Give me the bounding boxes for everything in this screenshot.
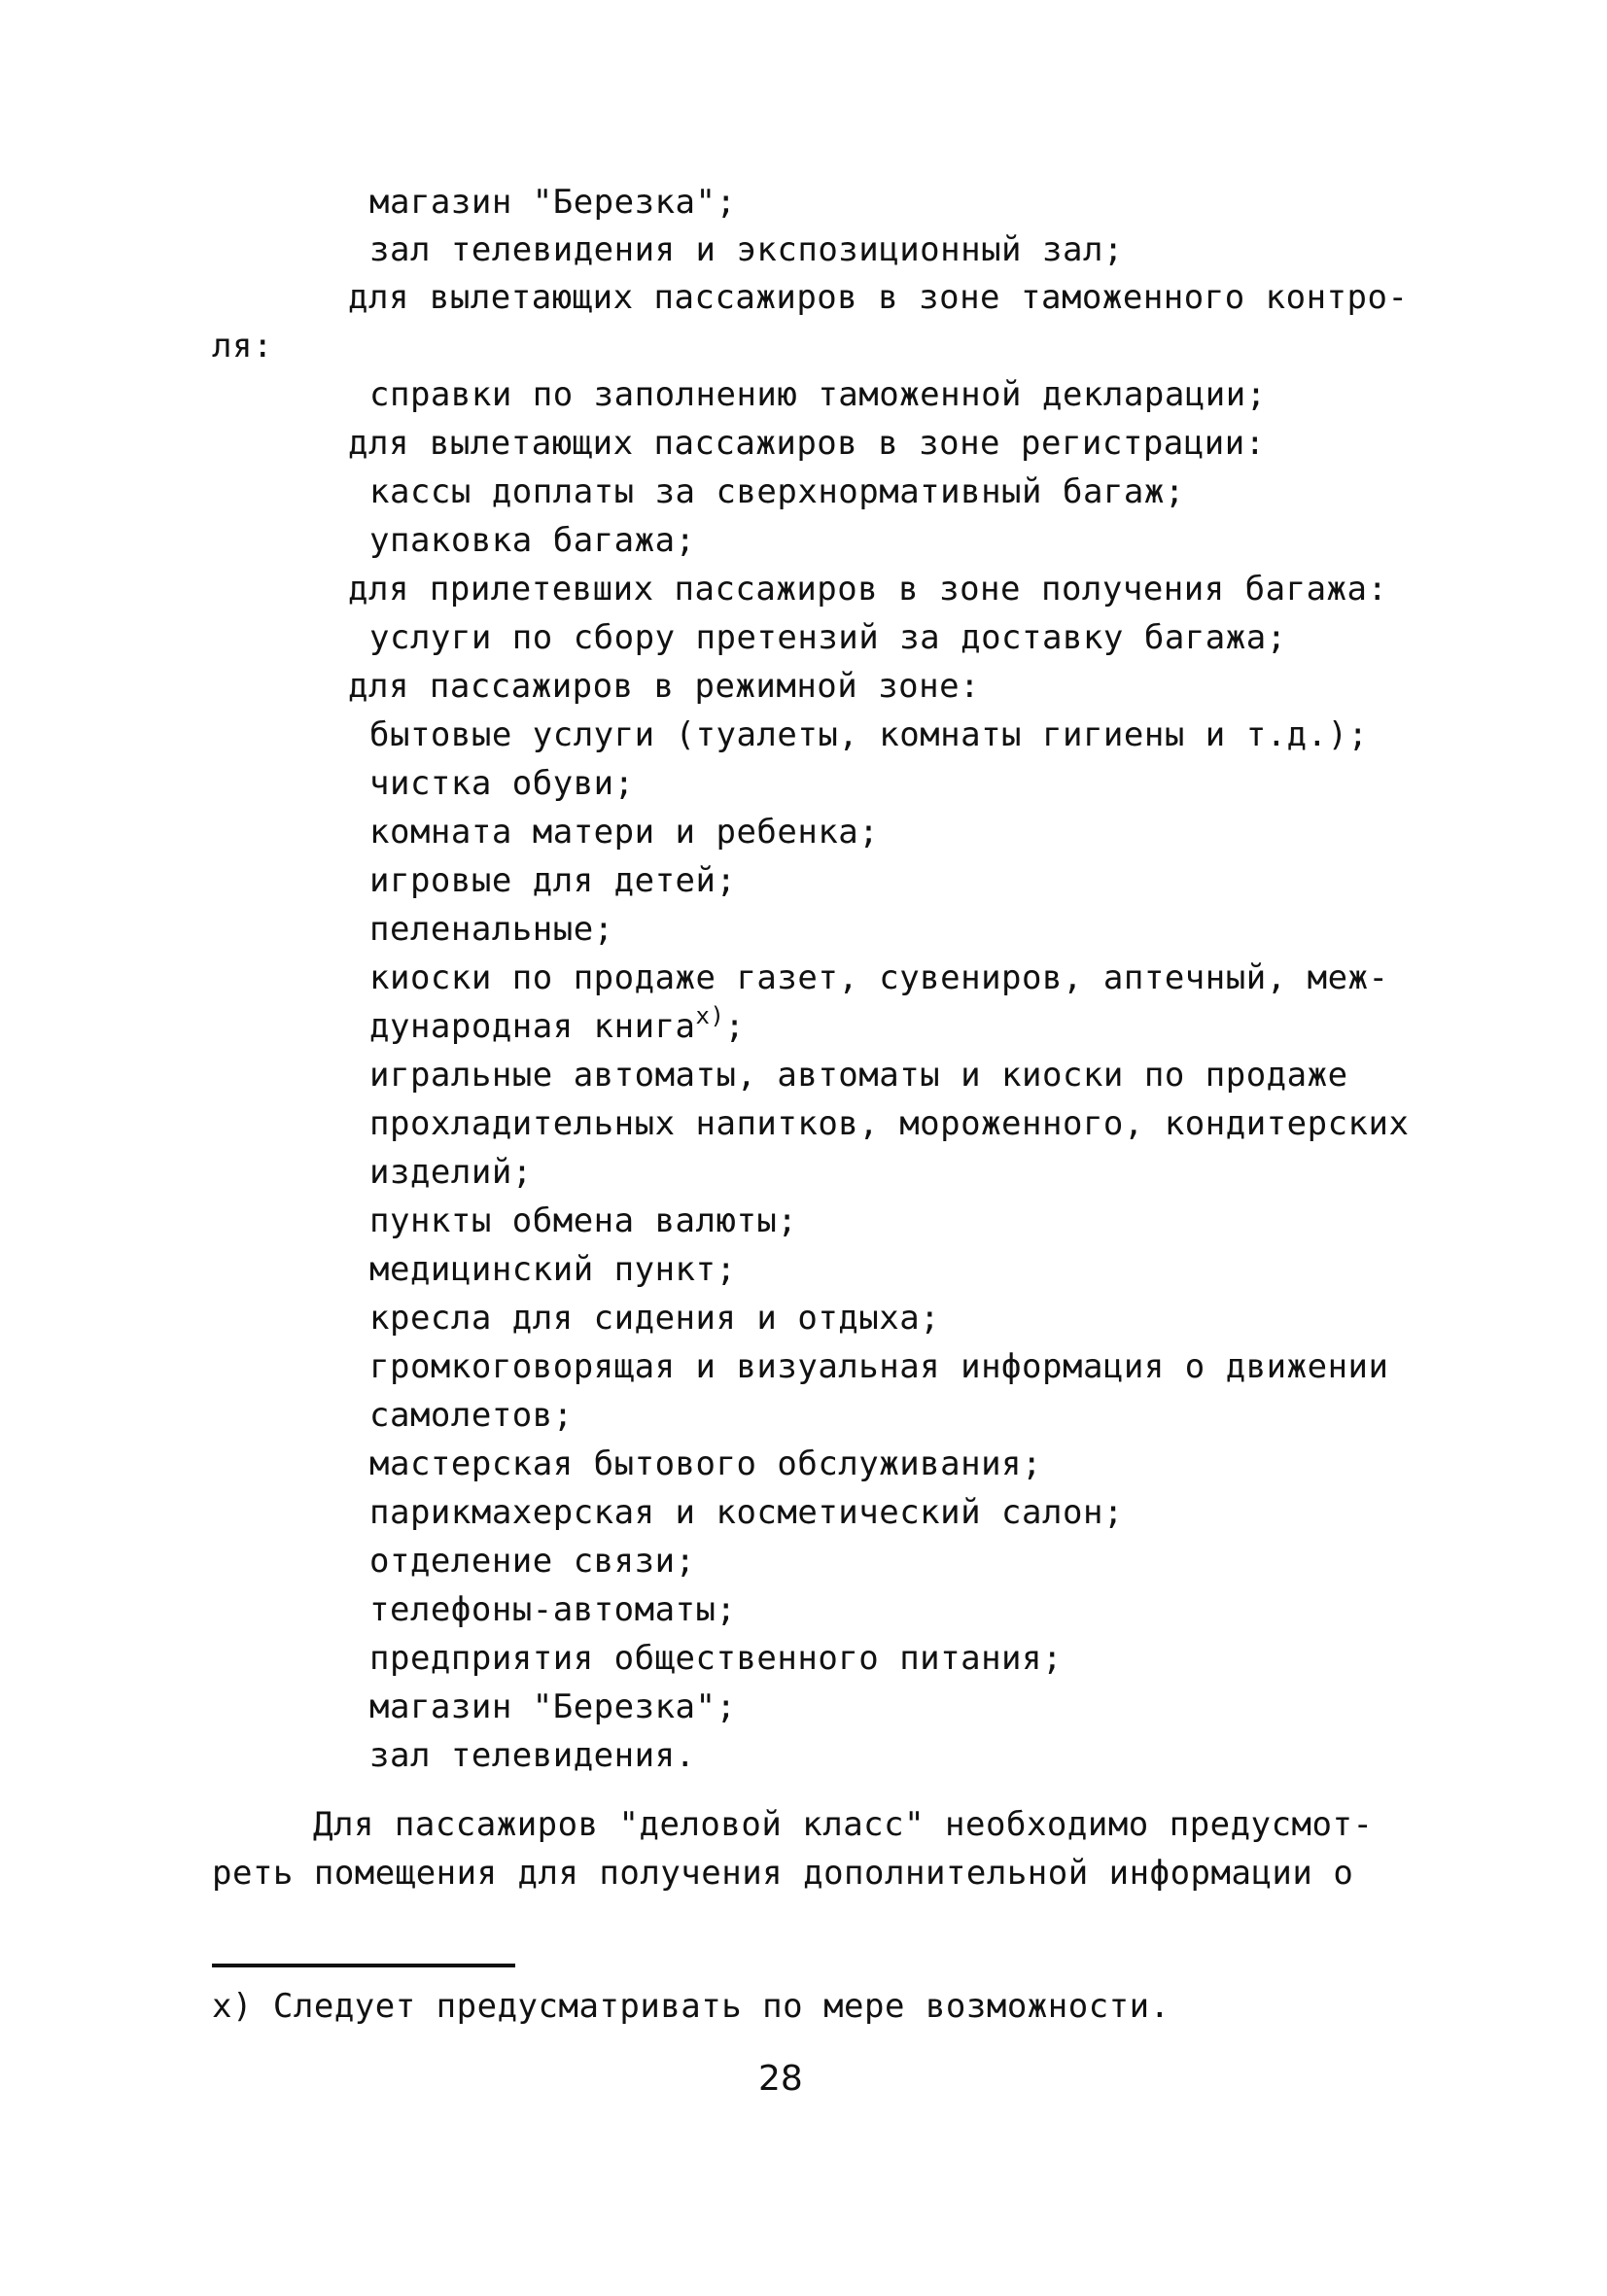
section-heading-line: для вылетающих пассажиров в зоне таможенного контро- [348, 278, 1409, 317]
paragraph-line: Для пассажиров "деловой класс" необходимо предусмот- [313, 1805, 1374, 1844]
text-line: изделий; [369, 1153, 533, 1192]
text-line: громкоговорящая и визуальная информация о движении [369, 1347, 1389, 1386]
text-line: телефоны-автоматы; [369, 1590, 737, 1629]
text-line: ля: [212, 327, 273, 365]
text-line: чистка обуви; [369, 764, 635, 803]
text-line: магазин "Березка"; [369, 183, 737, 222]
text-line: медицинский пункт; [369, 1250, 737, 1289]
text-line: бытовые услуги (туалеты, комнаты гигиены и т.д.); [369, 715, 1369, 754]
text-line: упаковка багажа; [369, 521, 696, 560]
section-heading-line: для прилетевших пассажиров в зоне получения багажа: [348, 570, 1388, 609]
text-line: игральные автоматы, автоматы и киоски по продаже [369, 1056, 1348, 1095]
footnote-separator [212, 1964, 515, 1967]
page-number: 28 [758, 2059, 803, 2099]
text-line: магазин "Березка"; [369, 1687, 737, 1726]
text-line: парикмахерская и косметический салон; [369, 1493, 1124, 1532]
text-line: отделение связи; [369, 1542, 696, 1581]
text-line: пеленальные; [369, 910, 614, 949]
section-heading-line: для вылетающих пассажиров в зоне регистрации: [348, 424, 1266, 463]
text-line: мастерская бытового обслуживания; [369, 1444, 1043, 1483]
section-heading-line: для пассажиров в режимной зоне: [348, 667, 981, 706]
text-line: предприятия общественного питания; [369, 1639, 1063, 1678]
text-line: справки по заполнению таможенной декларации; [369, 375, 1267, 414]
text-line [369, 1002, 746, 1046]
text-line: киоски по продаже газет, сувениров, аптечный, меж- [369, 958, 1389, 997]
text-line: зал телевидения. [369, 1736, 696, 1775]
text-line: прохладительных напитков, мороженного, кондитерских [369, 1104, 1410, 1143]
paragraph-line: реть помещения для получения дополнительной информации о [212, 1854, 1354, 1893]
text-line: пункты обмена валюты; [369, 1201, 798, 1240]
text-line: зал телевидения и экспозиционный зал; [369, 230, 1124, 269]
text-line: кассы доплаты за сверхнормативный багаж; [369, 472, 1185, 511]
text-line: самолетов; [369, 1396, 574, 1435]
text-line: услуги по сбору претензий за доставку багажа; [369, 618, 1287, 657]
text-fragment: ; [724, 1007, 746, 1046]
text-line: кресла для сидения и отдыха; [369, 1299, 941, 1338]
text-line: игровые для детей; [369, 861, 737, 900]
text-line: комната матери и ребенка; [369, 813, 880, 852]
footnote-marker: х) [695, 1002, 725, 1029]
footnote-text: х) Следует предусматривать по мере возможности. [212, 1987, 1170, 2026]
text-fragment: дународная книга [369, 1007, 696, 1046]
